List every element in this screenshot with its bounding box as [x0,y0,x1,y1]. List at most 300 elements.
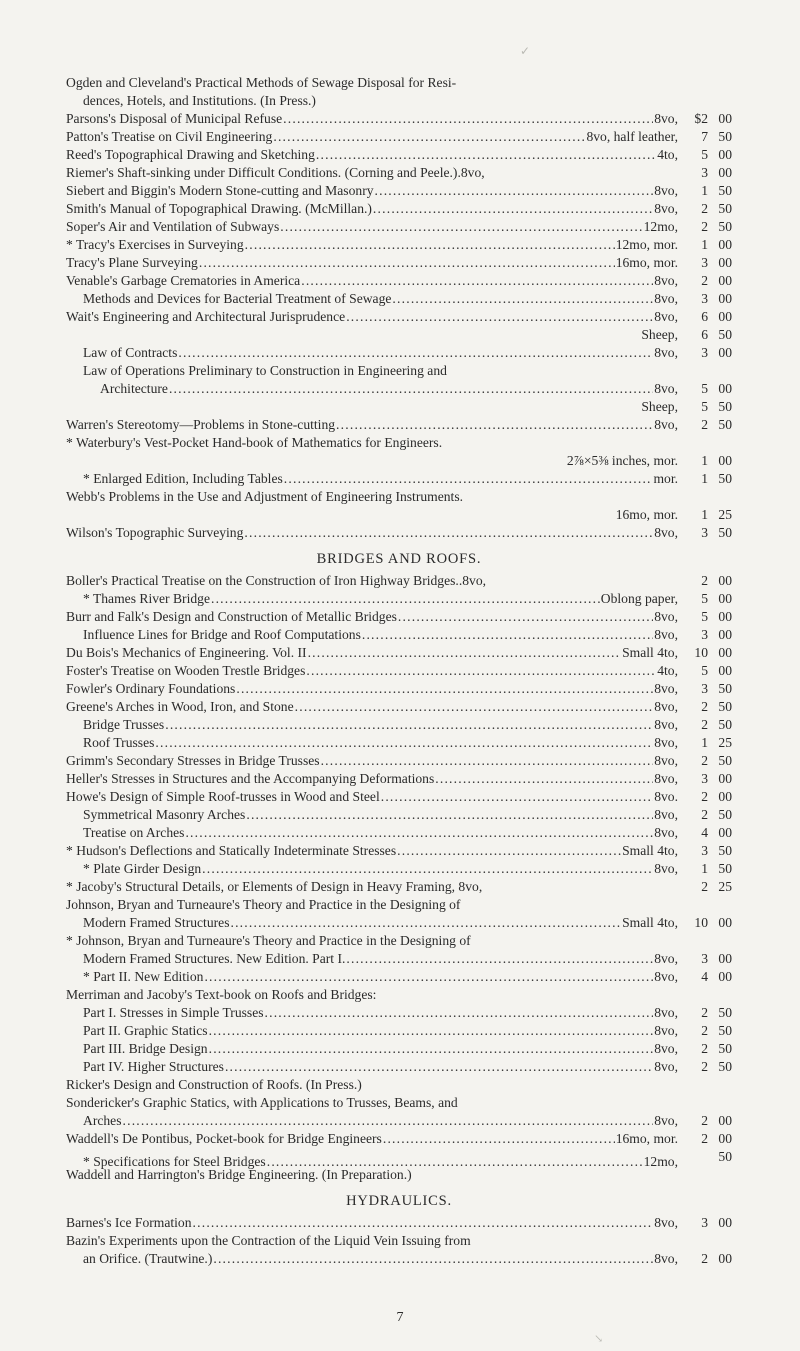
price-dollars: 5 [701,381,708,396]
entry-price [678,470,732,488]
entry-text [66,1058,678,1076]
price-dollars: 3 [701,525,708,540]
catalog-entry [66,380,732,398]
entry-text [66,218,678,236]
catalog-entry [66,644,732,662]
entry-title: Modern Framed Structures. New Edition. Part I. [83,951,346,966]
dot-leader [381,788,653,806]
catalog-entry [66,1148,732,1169]
entry-format: 8vo, [654,807,678,822]
entry-text [66,362,678,380]
entry-title: Parsons's Disposal of Municipal Refuse [66,111,283,126]
entry-title: Ricker's Design and Construction of Roofs. (In Press.) [66,1077,362,1092]
entry-text [66,326,678,344]
price-dollars: 2 [701,1023,708,1038]
entry-price [678,698,732,716]
catalog-entry [66,1004,732,1022]
dot-leader [295,698,654,716]
entry-title: Burr and Falk's Design and Construction of Metallic Bridges [66,609,397,624]
entry-title: Fowler's Ordinary Foundations [66,681,236,696]
price-dollars: 10 [694,915,708,930]
entry-format: 8vo, [654,111,678,126]
price-dollars: 3 [701,771,708,786]
entry-title: * Specifications for Steel Bridges [83,1154,266,1169]
dot-leader [435,770,653,788]
dot-leader [230,914,621,932]
price-dollars: 3 [701,1215,708,1230]
entry-title: Tracy's Plane Surveying [66,255,198,270]
catalog-entry [66,1022,732,1040]
price-dollars: 7 [701,129,708,144]
price-cents: 50 [718,327,732,342]
price-cents: 00 [718,825,732,840]
catalog-entry [66,74,732,92]
entry-text [66,146,678,164]
catalog-entry [66,1076,732,1094]
dot-leader [245,236,615,254]
catalog-entry [66,770,732,788]
catalog-entry [66,1250,732,1268]
price-dollars: 2 [701,1041,708,1056]
dot-leader [265,1004,654,1022]
entry-format: Small 4to, [622,843,678,858]
entry-text [66,272,678,290]
entry-text [66,806,678,824]
entry-text [66,698,678,716]
price-cents: 00 [718,309,732,324]
entry-format: Small 4to, [622,915,678,930]
entry-price [678,308,732,326]
entry-text [66,662,678,680]
catalog-entry [66,1166,732,1184]
entry-price [678,524,732,542]
dot-leader [246,806,653,824]
entry-title: Merriman and Jacoby's Text-book on Roofs and Bridges: [66,987,377,1002]
price-cents: 25 [718,879,732,894]
entry-format: 8vo, [654,345,678,360]
catalog-entry [66,92,732,110]
catalog-entry [66,824,732,842]
dot-leader [346,950,653,968]
price-cents: 50 [718,417,732,432]
entry-text [66,896,678,914]
price-dollars: 3 [701,843,708,858]
entry-text [66,752,678,770]
price-cents: 00 [718,1131,732,1146]
dot-leader [123,1112,654,1130]
entry-price [678,1250,732,1268]
entry-price [678,716,732,734]
dot-leader [336,416,653,434]
price-dollars: 2 [701,1113,708,1128]
entry-text [66,344,678,362]
catalog-entry [66,860,732,878]
catalog-entry [66,128,732,146]
entry-title: * Tracy's Exercises in Surveying [66,237,244,252]
entry-text [66,236,678,254]
price-dollars: 3 [701,165,708,180]
price-dollars: 3 [701,627,708,642]
entry-text [66,1214,678,1232]
catalog-entry [66,878,732,896]
catalog-entry [66,218,732,236]
entry-text [66,734,678,752]
entry-price [678,1214,732,1232]
catalog-entry [66,1058,732,1076]
entry-format: 16mo, mor. [615,1131,678,1146]
catalog-entry [66,590,732,608]
entry-price [678,164,732,182]
price-cents: 25 [718,507,732,522]
entry-format: 16mo, mor. [615,255,678,270]
entry-title: * Hudson's Deflections and Statically Indeterminate Stresses [66,843,397,858]
entry-text [66,932,678,950]
entry-price [678,680,732,698]
catalog-entry [66,506,732,524]
entry-title: Patton's Treatise on Civil Engineering [66,129,273,144]
entry-price [678,326,732,344]
price-dollars: 1 [701,453,708,468]
scan-mark: ✓ [520,44,531,58]
entry-text [66,788,678,806]
entry-format: 8vo, [654,1059,678,1074]
price-cents: 50 [718,681,732,696]
entry-text [66,590,678,608]
catalog-entry [66,254,732,272]
dot-leader [316,146,656,164]
dot-leader [280,218,642,236]
catalog-entry [66,308,732,326]
entry-text [66,128,678,146]
entry-price [678,572,732,590]
entry-text [66,434,678,452]
price-cents: 00 [718,771,732,786]
price-dollars: 3 [701,345,708,360]
entry-text [66,416,678,434]
entry-title: Du Bois's Mechanics of Engineering. Vol. II [66,645,307,660]
price-cents: 00 [718,147,732,162]
entry-text [66,488,678,506]
dot-leader [321,752,654,770]
entry-format: 12mo, [643,219,678,234]
catalog-entry [66,290,732,308]
catalog-entry [66,806,732,824]
entry-title: Boller's Practical Treatise on the Construction of Iron Highway Bridges..8vo, [66,573,487,588]
price-dollars: 2 [701,717,708,732]
catalog-entry [66,200,732,218]
entry-title: * Waterbury's Vest-Pocket Hand-book of Mathematics for Engineers. [66,435,443,450]
entry-title: Soper's Air and Ventilation of Subways [66,219,280,234]
entry-format: 8vo, [654,771,678,786]
entry-price [678,950,732,968]
entry-title: Riemer's Shaft-sinking under Difficult Conditions. (Corning and Peele.).8vo, [66,165,485,180]
price-cents: 00 [718,255,732,270]
entry-title: Law of Contracts [83,345,178,360]
entry-text [66,110,678,128]
entry-price [678,146,732,164]
entry-format: 16mo, mor. [615,507,678,522]
dot-leader [199,254,615,272]
price-cents: 50 [718,183,732,198]
entry-title: Heller's Stresses in Structures and the Accompanying Deformations [66,771,435,786]
entry-price [678,218,732,236]
entry-format: mor. [653,471,678,486]
entry-text [66,572,678,590]
entry-price [678,734,732,752]
entry-text [66,1040,678,1058]
entry-price [678,968,732,986]
price-cents: 00 [718,627,732,642]
price-cents: 00 [718,111,732,126]
catalog-entry [66,572,732,590]
entry-format: 8vo. [654,789,678,804]
entry-format: 8vo, [654,291,678,306]
price-dollars: 2 [701,273,708,288]
entry-price [678,506,732,524]
price-dollars: 6 [701,327,708,342]
entry-price [678,860,732,878]
entry-text [66,1130,678,1148]
entry-text [66,1112,678,1130]
catalog-entry [66,1232,732,1250]
price-cents: 00 [718,789,732,804]
entry-title: Wilson's Topographic Surveying [66,525,244,540]
entry-title: dences, Hotels, and Institutions. (In Press.) [83,93,316,108]
entry-price [678,1130,732,1148]
catalog-entry [66,362,732,380]
catalog-entry [66,716,732,734]
catalog-entry [66,110,732,128]
price-dollars: 4 [701,969,708,984]
price-dollars: 5 [701,147,708,162]
entry-text [66,74,678,92]
price-cents: 00 [718,273,732,288]
price-dollars: 2 [701,1131,708,1146]
entry-title: Ogden and Cleveland's Practical Methods of Sewage Disposal for Resi- [66,75,457,90]
price-cents: 00 [718,1113,732,1128]
catalog-entry [66,968,732,986]
price-cents: 50 [718,525,732,540]
catalog-entry [66,608,732,626]
price-cents: 50 [718,861,732,876]
catalog-entry [66,470,732,488]
entry-title: Bridge Trusses [83,717,165,732]
catalog-entry [66,1130,732,1148]
price-dollars: 2 [701,753,708,768]
entry-title: Treatise on Arches [83,825,185,840]
price-cents: 00 [718,345,732,360]
price-cents: 00 [718,453,732,468]
entry-format: 8vo, [654,201,678,216]
entry-price [678,380,732,398]
price-dollars: 1 [701,507,708,522]
price-dollars: 5 [701,399,708,414]
entry-text [66,380,678,398]
entry-title: Part III. Bridge Design [83,1041,208,1056]
price-dollars: 2 [701,417,708,432]
price-cents: 50 [718,1041,732,1056]
entry-title: Methods and Devices for Bacterial Treatment of Sewage [83,291,392,306]
entry-title: Webb's Problems in the Use and Adjustment of Engineering Instruments. [66,489,464,504]
entry-price [678,344,732,362]
price-dollars: 5 [701,609,708,624]
dot-leader [209,1022,654,1040]
entry-title: Warren's Stereotomy—Problems in Stone-cutting [66,417,336,432]
entry-title: * Plate Girder Design [83,861,202,876]
entry-title: Waddell's De Pontibus, Pocket-book for Bridge Engineers [66,1131,382,1146]
catalog-entry [66,344,732,362]
entry-title: Foster's Treatise on Wooden Trestle Bridges [66,663,306,678]
price-cents: 00 [718,1251,732,1266]
price-cents: 00 [718,951,732,966]
entry-title: Smith's Manual of Topographical Drawing. (McMillan.) [66,201,372,216]
price-dollars: 5 [701,663,708,678]
entry-text [66,986,678,1004]
entry-format: 8vo, [654,699,678,714]
entry-price [678,110,732,128]
entry-price [678,878,732,896]
entry-text [66,182,678,200]
entry-title: * Johnson, Bryan and Turneaure's Theory and Practice in the Designing of [66,933,471,948]
price-cents: 50 [718,717,732,732]
entry-title: Grimm's Secondary Stresses in Bridge Trusses [66,753,320,768]
entry-price [678,752,732,770]
catalog-entry [66,788,732,806]
catalog-entry [66,1112,732,1130]
entry-text [66,254,678,272]
price-dollars [682,1148,708,1166]
dot-leader [202,860,653,878]
price-cents: 00 [718,915,732,930]
entry-title: * Enlarged Edition, Including Tables [83,471,283,486]
entry-title: Howe's Design of Simple Roof-trusses in Wood and Steel [66,789,380,804]
entry-format: 8vo, [654,717,678,732]
price-dollars: 2 [701,879,708,894]
catalog-entry [66,182,732,200]
catalog-entry [66,416,732,434]
entry-title: Sondericker's Graphic Statics, with Applications to Trusses, Beams, and [66,1095,458,1110]
catalog-entry [66,896,732,914]
entry-price [678,416,732,434]
entry-title: Greene's Arches in Wood, Iron, and Stone [66,699,294,714]
entry-format: 8vo, half leather, [586,129,678,144]
entry-text [66,770,678,788]
entry-format: 8vo, [654,681,678,696]
entry-title: Reed's Topographical Drawing and Sketching [66,147,315,162]
entry-format: 12mo, mor. [615,237,678,252]
entry-price [678,788,732,806]
entry-text [66,644,678,662]
dot-leader [283,110,653,128]
dot-leader [209,1040,654,1058]
entry-price [678,1004,732,1022]
price-dollars: $2 [694,111,708,126]
price-cents: 00 [718,591,732,606]
price-cents: 50 [718,753,732,768]
entry-price [678,452,732,470]
entry-price [678,200,732,218]
price-dollars: 3 [701,681,708,696]
entry-title: Part II. Graphic Statics [83,1023,208,1038]
entry-title: Arches [83,1113,122,1128]
dot-leader [375,182,654,200]
entry-title: Johnson, Bryan and Turneaure's Theory and Practice in the Designing of [66,897,461,912]
entry-text [66,308,678,326]
dot-leader [397,842,621,860]
price-cents: 00 [718,165,732,180]
entry-price [678,1058,732,1076]
entry-text [66,1076,678,1094]
entry-format: 8vo, [654,1041,678,1056]
price-dollars: 3 [701,951,708,966]
catalog-entry [66,1214,732,1232]
entry-price [678,608,732,626]
price-dollars: 2 [701,807,708,822]
price-dollars: 2 [701,1251,708,1266]
entry-title: Bazin's Experiments upon the Contraction of the Liquid Vein Issuing from [66,1233,471,1248]
price-dollars: 2 [701,699,708,714]
catalog-entry [66,986,732,1004]
entry-text [66,878,678,896]
catalog-entry [66,272,732,290]
catalog-entry [66,524,732,542]
entry-text [66,608,678,626]
catalog-entry [66,932,732,950]
entry-format: Small 4to, [622,645,678,660]
entry-text [66,1166,678,1184]
entry-format: Sheep, [641,327,678,342]
entry-price [678,128,732,146]
entry-price [678,644,732,662]
entry-title: Architecture [100,381,168,396]
entry-format: 8vo, [654,1215,678,1230]
entry-format: 8vo, [654,861,678,876]
entry-title: Waddell and Harrington's Bridge Engineering. (In Preparation.) [66,1167,412,1182]
entry-title: Barnes's Ice Formation [66,1215,192,1230]
entry-text [66,1232,678,1250]
price-cents: 00 [718,237,732,252]
catalog-entry [66,752,732,770]
catalog-entry [66,842,732,860]
entry-format: 8vo, [654,1113,678,1128]
dot-leader [169,380,653,398]
entry-title: Part IV. Higher Structures [83,1059,224,1074]
entry-title: Modern Framed Structures [83,915,230,930]
dot-leader [362,626,653,644]
section-heading: BRIDGES AND ROOFS. [316,551,482,567]
entry-format: 8vo, [654,1005,678,1020]
price-cents: 25 [718,735,732,750]
entry-price [678,914,732,932]
price-cents: 00 [718,969,732,984]
dot-leader [308,644,622,662]
catalog-entry [66,1040,732,1058]
price-dollars: 2 [701,1005,708,1020]
dot-leader [273,128,585,146]
catalog-entry [66,488,732,506]
price-cents: 50 [718,699,732,714]
entry-format: 8vo, [654,309,678,324]
entry-price [678,290,732,308]
catalog-entry [66,626,732,644]
price-dollars: 3 [701,291,708,306]
price-cents: 50 [718,201,732,216]
entry-format: 8vo, [654,1251,678,1266]
entry-text [66,914,678,932]
price-cents: 00 [718,645,732,660]
entry-title: Influence Lines for Bridge and Roof Computations [83,627,361,642]
dot-leader [383,1130,615,1148]
